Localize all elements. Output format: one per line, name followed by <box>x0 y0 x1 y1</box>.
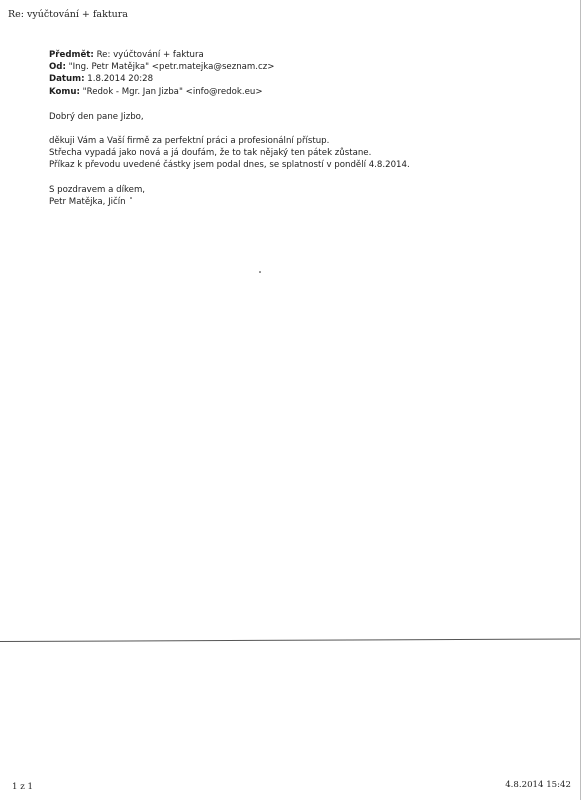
email-greeting: Dobrý den pane Jizbo, <box>49 112 144 122</box>
signature-line: Petr Matějka, Jičín <box>49 197 126 208</box>
date-row <box>49 73 274 85</box>
subject-row <box>49 49 274 61</box>
date-value: 1.8.2014 20:28 <box>87 74 154 85</box>
scan-speck <box>259 271 261 273</box>
body-line: Příkaz k převodu uvedené částky jsem podal dnes, se splatností v pondělí 4.8.2014. <box>49 160 410 171</box>
subject-label: Předmět: <box>49 50 94 60</box>
date-label: Datum: <box>49 74 85 85</box>
closing-line: S pozdravem a díkem, <box>49 185 146 195</box>
to-label: Komu: <box>49 86 80 97</box>
body-line: Střecha vypadá jako nová a já doufám, že to tak nějaký ten pátek zůstane. <box>49 148 372 159</box>
scan-speck <box>130 197 132 199</box>
print-header-title: Re: vyúčtování + faktura <box>8 9 128 20</box>
email-headers <box>49 49 274 98</box>
page-break-line <box>0 638 581 642</box>
from-label: Od: <box>49 62 66 73</box>
to-value: "Redok - Mgr. Jan Jizba" <info@redok.eu> <box>82 86 263 97</box>
page-number: 1 z 1 <box>12 782 33 792</box>
subject-value: Re: vyúčtování + faktura <box>96 50 204 60</box>
from-row <box>49 61 274 73</box>
from-value: "Ing. Petr Matějka" <petr.matejka@seznam.cz> <box>68 62 275 73</box>
body-line: děkuji Vám a Vaší firmě za perfektní práci a profesionální přístup. <box>49 136 330 146</box>
print-timestamp: 4.8.2014 15:42 <box>505 780 571 790</box>
email-body <box>49 135 410 172</box>
to-row <box>49 86 274 98</box>
